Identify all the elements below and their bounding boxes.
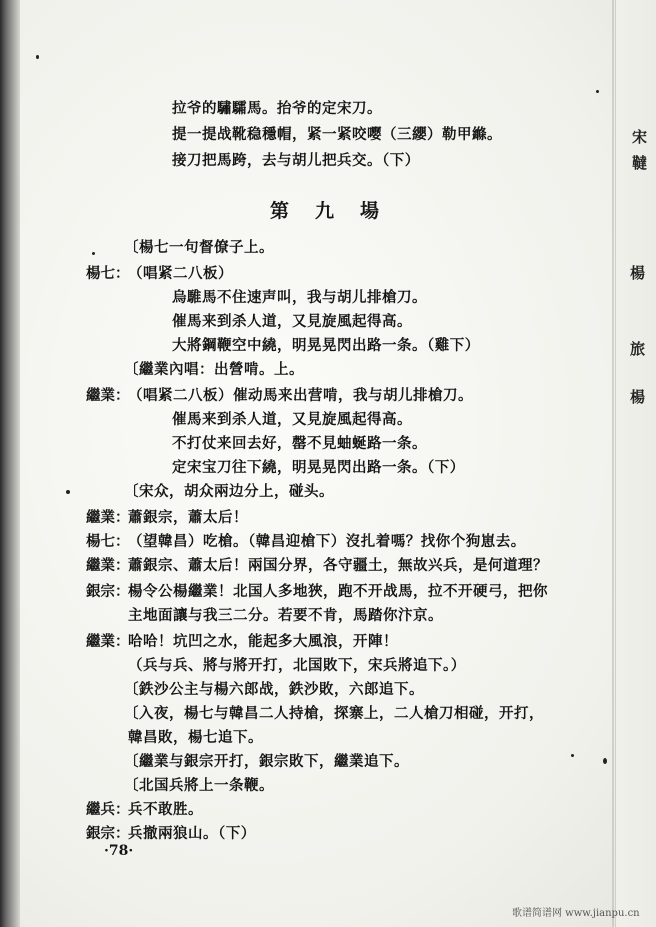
ink-speck <box>603 758 607 764</box>
text-line: 楊令公楊繼業！北国人多地狹，跑不开战馬，拉不开硬弓，把你 <box>128 583 548 600</box>
speaker-label: 繼業： <box>86 509 130 526</box>
stage-direction: 〔入夜，楊七与韓昌二人持槍，探寨上，二人槍刀相碰，开打， <box>124 705 544 722</box>
speaker-label: 銀宗： <box>86 583 130 600</box>
edge-char: 宋 <box>632 128 648 146</box>
ink-speck <box>66 490 70 494</box>
ink-speck <box>92 252 95 255</box>
speaker-label: 楊七： <box>86 533 130 550</box>
text-line: 大將鋼鞭空中繞，明晃晃閃出路一条。（雞下） <box>172 337 480 354</box>
stage-direction: 〔北国兵將上一条鞭。 <box>124 777 274 794</box>
text-line: 接刀把馬跨，去与胡儿把兵交。（下） <box>172 152 420 169</box>
stage-direction: （兵与兵、將与將开打，北国敗下，宋兵將追下。） <box>128 657 466 674</box>
stage-direction: 〔繼業与銀宗开打，銀宗敗下，繼業追下。 <box>124 753 409 770</box>
text-line: 拉爷的驌驦馬。抬爷的定宋刀。 <box>172 100 382 117</box>
ink-speck <box>571 754 574 757</box>
text-line: 烏騅馬不住速声叫，我与胡儿排槍刀。 <box>172 289 427 306</box>
text-line: 蕭銀宗，蕭太后！ <box>128 509 248 526</box>
speaker-label: 繼業： <box>86 387 130 404</box>
page-number: ·78· <box>104 843 134 859</box>
speaker-label: 繼業： <box>86 633 130 650</box>
edge-char: 楊 <box>630 388 646 406</box>
text-line: 蕭銀宗、蕭太后！兩国分界，各守疆土，無故兴兵，是何道理？ <box>128 557 548 574</box>
ink-speck <box>36 55 39 59</box>
stage-direction: 〔繼業內唱：出營啃。上。 <box>124 361 304 378</box>
text-line: 提一提战靴稳穩帽，紧一紧咬嘤（三纓）勒甲縧。 <box>172 126 502 143</box>
book-spine-shadow <box>0 0 20 927</box>
ink-speck <box>596 90 599 93</box>
edge-char: 韃 <box>632 154 648 172</box>
stage-direction: 〔楊七一句督僚子上。 <box>124 239 274 256</box>
stage-direction: 韓昌敗，楊七追下。 <box>128 729 263 746</box>
speaker-label: 繼業： <box>86 557 130 574</box>
speaker-label: 銀宗： <box>86 825 130 842</box>
text-line: 催馬来到杀人道，又見旋風起得高。 <box>172 411 412 428</box>
text-line: （唱紧二八板） <box>128 265 233 282</box>
stage-direction: 〔宋众，胡众兩边分上，碰头。 <box>124 483 334 500</box>
text-line: （唱紧二八板）催动馬来出营啃，我与胡儿排槍刀。 <box>128 387 473 404</box>
footer-watermark: 歌谱简谱网 www.jianpu.cn <box>512 908 640 919</box>
scene-title: 第九場 <box>270 200 406 222</box>
speaker-label: 楊七： <box>86 265 130 282</box>
text-line: 兵不敢胜。 <box>128 801 203 818</box>
stage-direction: 〔鉄沙公主与楊六郎战，鉄沙敗，六郎追下。 <box>124 681 424 698</box>
speaker-label: 繼兵： <box>86 801 130 818</box>
page-fold-line <box>612 0 614 927</box>
text-line: 主地面讓与我三二分。若要不肯，馬踏你汴京。 <box>128 607 443 624</box>
text-line: 兵撤兩狼山。（下） <box>128 825 256 842</box>
text-line: 定宋宝刀往下繞，明晃晃閃出路一条。（下） <box>172 459 465 476</box>
text-line: 哈哈！坑凹之水，能起多大風浪，开陣！ <box>128 633 398 650</box>
edge-char: 旅 <box>630 340 646 358</box>
text-line: 催馬来到杀人道，又見旋風起得高。 <box>172 313 412 330</box>
text-line: （望韓昌）吃槍。（韓昌迎槍下）沒扎着嗎？找你个狗崽去。 <box>128 533 526 550</box>
edge-char: 楊 <box>630 264 646 282</box>
text-line: 不打仗来回去好，罄不見蚰蜒路一条。 <box>172 435 427 452</box>
